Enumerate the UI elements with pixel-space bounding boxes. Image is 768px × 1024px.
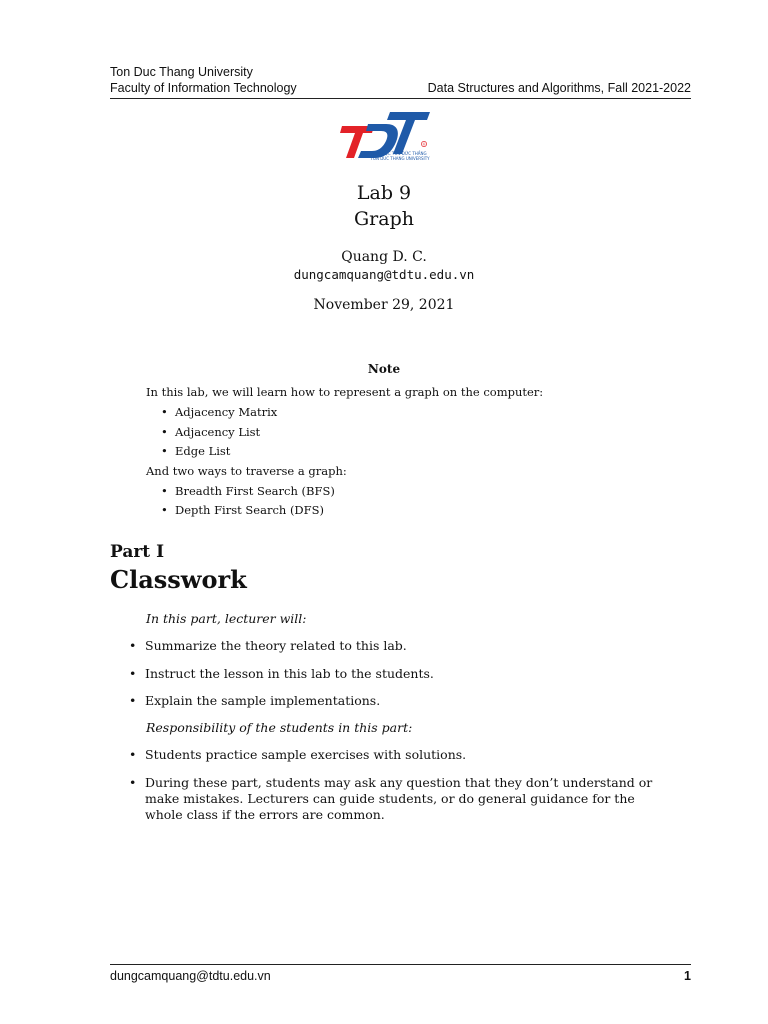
tdtu-logo [334,108,434,164]
lab-title: Graph [354,208,414,230]
note-heading: Note [367,362,401,376]
author-name: Quang D. C. [341,249,427,265]
bullet-icon: • [129,638,137,653]
part-label: Part I [110,542,165,562]
footer-email: dungcamquang@tdtu.edu.vn [110,969,271,983]
author-email: dungcamquang@tdtu.edu.vn [293,267,475,282]
document-date: November 29, 2021 [313,297,455,313]
page-number: 1 [684,969,691,983]
list-item: • Summarize the theory related to this lab. [129,638,407,653]
logo-caption-en: TON DUC THANG UNIVERSITY [370,156,430,161]
header-faculty: Faculty of Information Technology [110,81,297,95]
bullet-icon: • [129,747,137,762]
bullet-icon: • [161,405,168,419]
header-course: Data Structures and Algorithms, Fall 2021-2022 [427,81,691,95]
list-item: • Instruct the lesson in this lab to the students. [129,666,434,681]
header-university: Ton Duc Thang University [110,65,253,79]
bullet-icon: • [161,425,168,439]
part-title: Classwork [110,565,247,594]
lab-number: Lab 9 [356,182,412,204]
list-item: • Students practice sample exercises with solutions. [129,747,467,762]
registered-mark: ® [422,142,426,147]
list-item: • During these part, students may ask any question that they don’t understand or make mistakes. Lecturers can guide students, or do general guidance for the whole class if the errors are common. [129,775,653,822]
bullet-icon: • [129,775,137,790]
students-intro: Responsibility of the students in this part: [146,720,413,735]
list-item: • Adjacency Matrix [161,405,278,419]
bullet-icon: • [161,503,168,517]
note-intro: In this lab, we will learn how to represent a graph on the computer: [146,385,544,399]
traverse-intro: And two ways to traverse a graph: [146,464,347,478]
list-item: • Breadth First Search (BFS) [161,484,335,498]
bullet-icon: • [161,444,168,458]
logo-caption-vi: ĐẠI HỌC TÔN ĐỨC THẮNG [373,151,427,156]
list-item: • Explain the sample implementations. [129,693,381,708]
bullet-icon: • [129,693,137,708]
header-rule [110,98,691,99]
list-item: • Depth First Search (DFS) [161,503,324,517]
list-item: • Adjacency List [161,425,261,439]
bullet-icon: • [129,666,137,681]
footer-rule [110,964,691,965]
lecturer-intro: In this part, lecturer will: [146,611,307,626]
list-item: • Edge List [161,444,231,458]
bullet-icon: • [161,484,168,498]
